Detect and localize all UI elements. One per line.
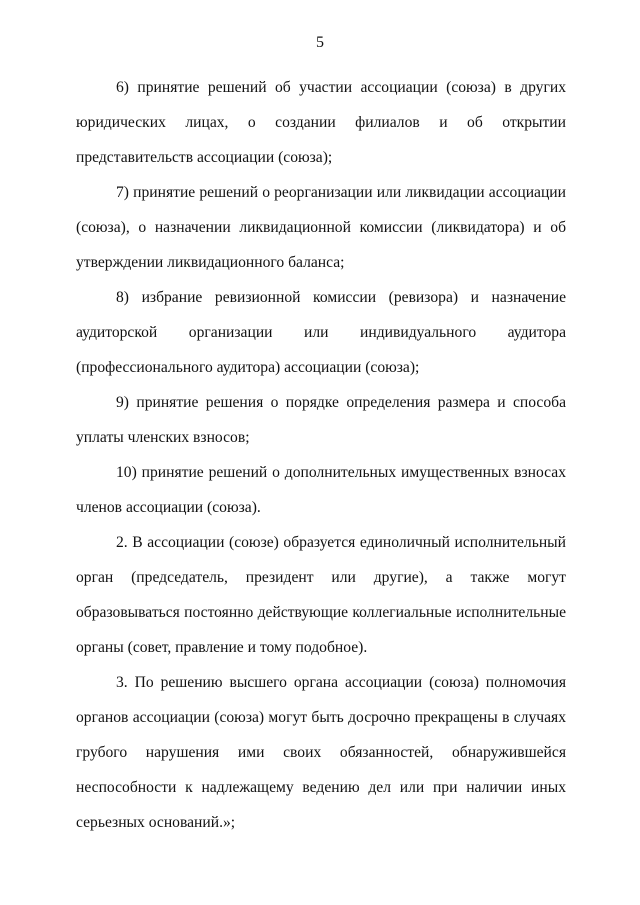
paragraph-item-7: 7) принятие решений о реорганизации или ликвидации ассоциации (союза), о назначении ликвидационной комиссии (ликвидатора) и об утверждении ликвидационного баланса; [76, 184, 566, 271]
paragraph-item-9: 9) принятие решения о порядке определения размера и способа уплаты членских взносов; [76, 394, 566, 446]
document-body [76, 70, 566, 840]
paragraph-item-10: 10) принятие решений о дополнительных имущественных взносах членов ассоциации (союза). [76, 464, 566, 516]
page-number: 5 [316, 34, 324, 51]
paragraph-section-3: 3. По решению высшего органа ассоциации (союза) полномочия органов ассоциации (союза) могут быть досрочно прекращены в случаях грубого нарушения ими своих обязанностей, обнаружившейся неспособности к надлежащему ведению дел или при наличии иных серьезных оснований.»; [76, 674, 566, 831]
paragraph-section-2: 2. В ассоциации (союзе) образуется единоличный исполнительный орган (председатель, президент или другие), а также могут образовываться постоянно действующие коллегиальные исполнительные органы (совет, правление и тому подобное). [76, 534, 566, 656]
paragraph-item-6: 6) принятие решений об участии ассоциации (союза) в других юридических лицах, о создании филиалов и об открытии представительств ассоциации (союза); [76, 79, 566, 166]
paragraph-item-8: 8) избрание ревизионной комиссии (ревизора) и назначение аудиторской организации или индивидуального аудитора (профессионального аудитора) ассоциации (союза); [76, 289, 566, 376]
